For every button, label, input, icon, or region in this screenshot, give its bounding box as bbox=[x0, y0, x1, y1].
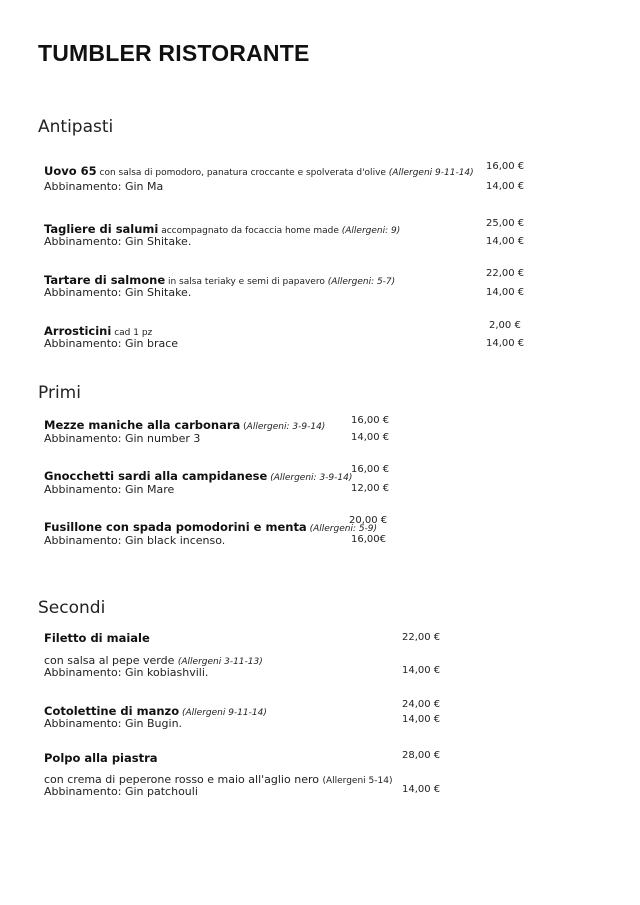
dish-description: con crema di peperone rosso e maio all'aglio nero bbox=[44, 773, 323, 786]
pairing-price: 14,00 € bbox=[486, 236, 525, 247]
pairing-price: 14,00 € bbox=[486, 338, 525, 349]
dish-price: 20,00 € bbox=[349, 515, 388, 526]
dish-description: ( bbox=[240, 422, 247, 432]
dish-description: con salsa al pepe verde bbox=[44, 654, 178, 667]
pairing-text: Abbinamento: Gin Ma bbox=[44, 180, 164, 193]
dish-price: 28,00 € bbox=[402, 750, 441, 761]
dish-price: 16,00 € bbox=[351, 415, 390, 426]
dish-name: Filetto di maiale bbox=[44, 631, 150, 645]
dish-description: in salsa teriaky e semi di papavero bbox=[165, 277, 328, 287]
pairing-price: 14,00 € bbox=[402, 784, 441, 795]
pairing-text: Abbinamento: Gin brace bbox=[44, 337, 179, 350]
pairing-price: 14,00 € bbox=[402, 714, 441, 725]
dish-allergens: (Allergeni: 5-9) bbox=[309, 524, 378, 534]
pairing-text: Abbinamento: Gin Mare bbox=[44, 483, 175, 496]
dish-allergens: (Allergeni 5-14) bbox=[322, 776, 393, 786]
dish-description: accompagnato da focaccia home made bbox=[158, 226, 342, 236]
dish-price: 25,00 € bbox=[486, 218, 525, 229]
dish-price: 22,00 € bbox=[402, 632, 441, 643]
dish-allergens: (Allergeni 9-11-14) bbox=[181, 708, 267, 718]
dish-name: Mezze maniche alla carbonara bbox=[44, 418, 241, 432]
pairing-text: Abbinamento: Gin Shitake. bbox=[44, 235, 192, 248]
restaurant-title: TUMBLER RISTORANTE bbox=[38, 40, 310, 66]
menu-item-title-line bbox=[44, 160, 474, 179]
dish-description: cad 1 pz bbox=[111, 328, 153, 338]
dish-allergens: (Allergeni 3-11-13) bbox=[177, 657, 263, 667]
section-title-secondi: Secondi bbox=[38, 598, 106, 618]
pairing-price: 14,00 € bbox=[402, 665, 441, 676]
dish-allergens: (Allergeni: 5-7) bbox=[327, 277, 396, 287]
dish-allergens: (Allergeni: 3-9-14) bbox=[270, 473, 353, 483]
dish-name: Arrosticini bbox=[44, 324, 112, 338]
pairing-text: Abbinamento: Gin kobiashvili. bbox=[44, 666, 209, 679]
dish-name: Uovo 65 bbox=[44, 164, 97, 178]
pairing-price: 16,00€ bbox=[351, 534, 386, 545]
dish-price: 16,00 € bbox=[351, 464, 390, 475]
menu-item-title-line bbox=[44, 516, 377, 535]
pairing-text: Abbinamento: Gin number 3 bbox=[44, 432, 201, 445]
pairing-text: Abbinamento: Gin black incenso. bbox=[44, 534, 226, 547]
dish-price: 22,00 € bbox=[486, 268, 525, 279]
menu-item-title-line bbox=[44, 414, 325, 433]
pairing-price: 14,00 € bbox=[486, 287, 525, 298]
section-title-antipasti: Antipasti bbox=[38, 117, 114, 137]
dish-description: con salsa di pomodoro, panatura croccante e spolverata d'olive bbox=[96, 168, 389, 178]
pairing-text: Abbinamento: Gin Shitake. bbox=[44, 286, 192, 299]
dish-allergens: Allergeni: 3-9-14) bbox=[246, 422, 326, 432]
dish-name: Gnocchetti sardi alla campidanese bbox=[44, 469, 268, 483]
pairing-price: 12,00 € bbox=[351, 483, 390, 494]
pairing-price: 14,00 € bbox=[351, 432, 390, 443]
dish-price: 24,00 € bbox=[402, 699, 441, 710]
menu-item-title-line bbox=[44, 465, 352, 484]
dish-name: Tartare di salmone bbox=[44, 273, 166, 287]
dish-name: Fusillone con spada pomodorini e menta bbox=[44, 520, 307, 534]
dish-name: Polpo alla piastra bbox=[44, 751, 158, 765]
dish-allergens: (Allergeni 9-11-14) bbox=[388, 168, 474, 178]
dish-price: 2,00 € bbox=[489, 320, 521, 331]
dish-name: Cotolettine di manzo bbox=[44, 704, 180, 718]
dish-name: Tagliere di salumi bbox=[44, 222, 159, 236]
dish-allergens: (Allergeni: 9) bbox=[341, 226, 401, 236]
pairing-price: 14,00 € bbox=[486, 181, 525, 192]
dish-price: 16,00 € bbox=[486, 161, 525, 172]
pairing-text: Abbinamento: Gin Bugin. bbox=[44, 717, 183, 730]
section-title-primi: Primi bbox=[38, 383, 81, 403]
pairing-text: Abbinamento: Gin patchouli bbox=[44, 785, 198, 798]
